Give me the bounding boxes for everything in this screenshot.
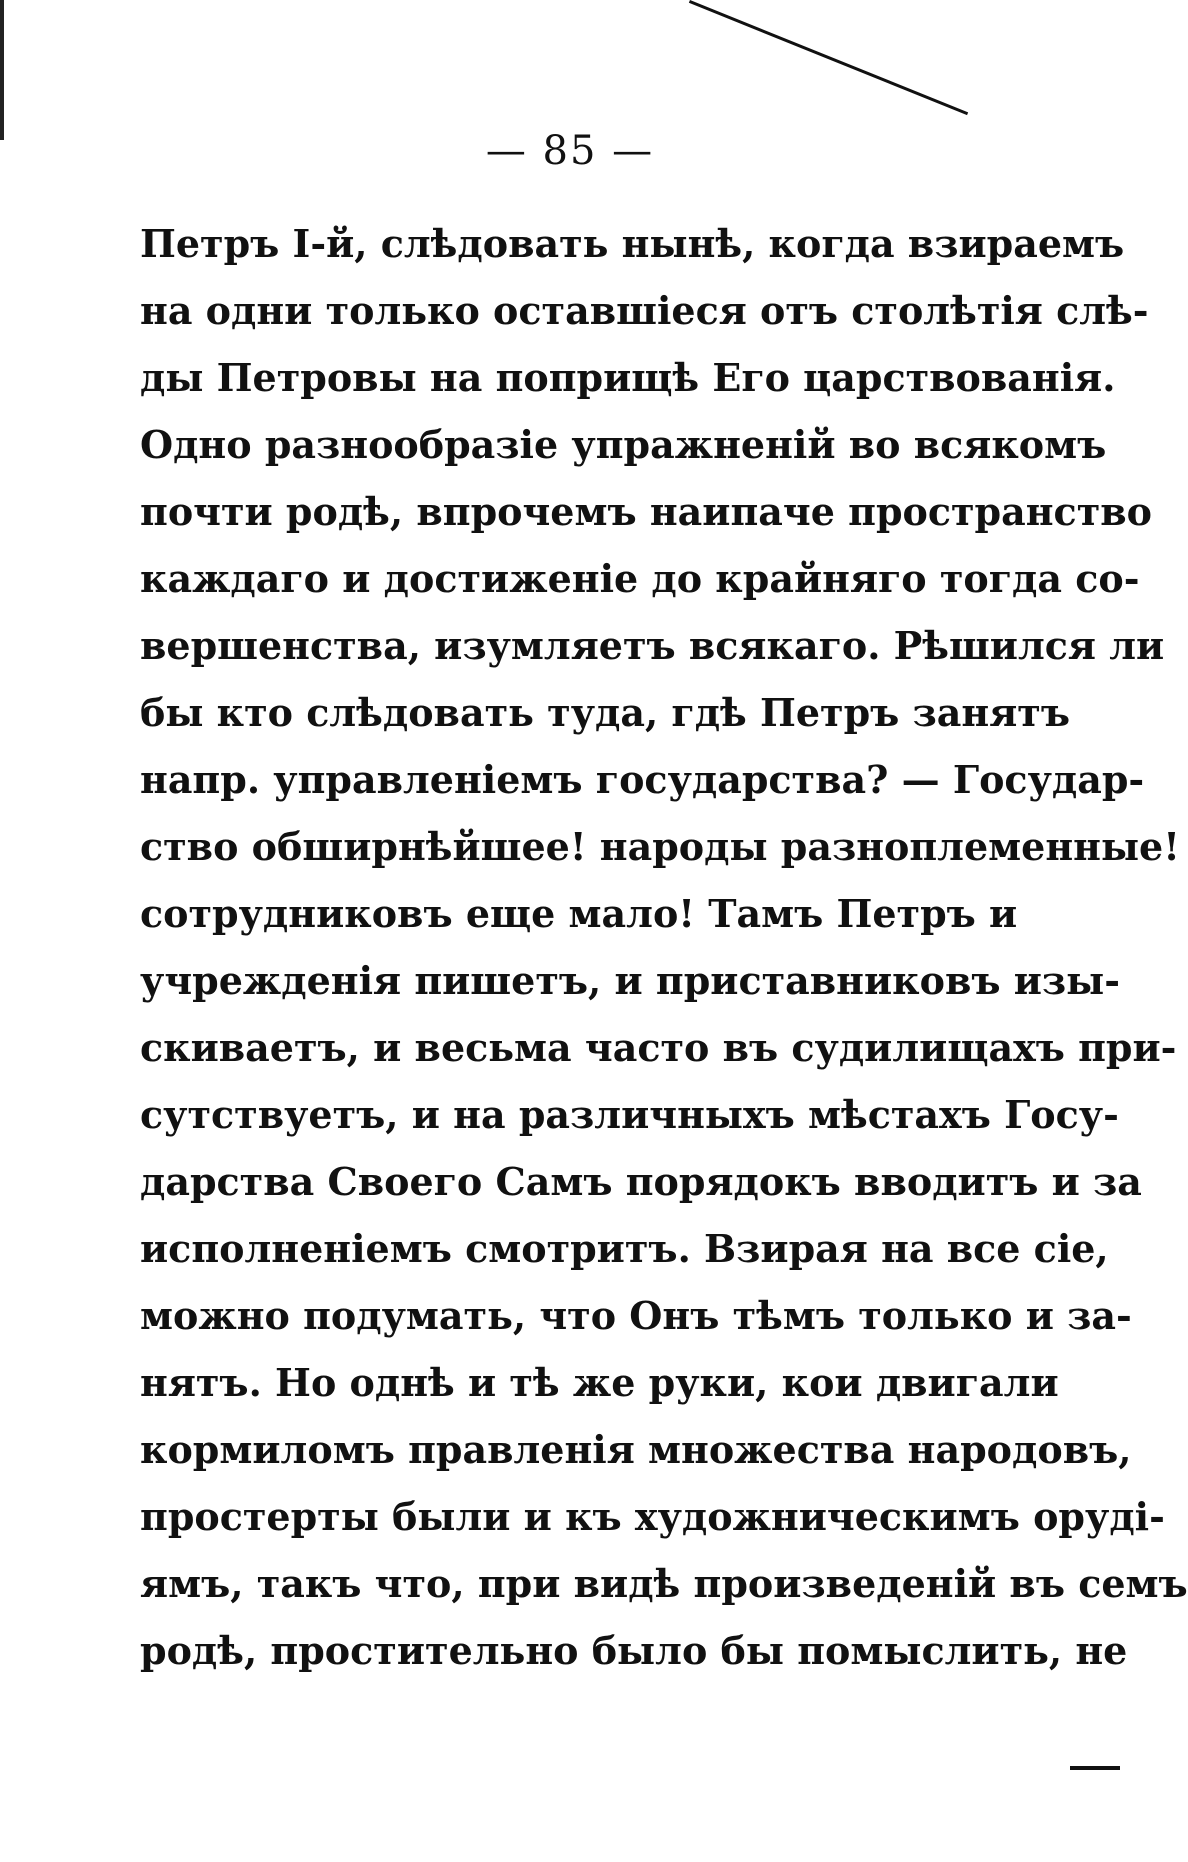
text-line: сутствуетъ, и на различныхъ мѣстахъ Госу- — [140, 1092, 1119, 1137]
text-line: скиваетъ, и весьма часто въ судилищахъ при- — [140, 1025, 1177, 1070]
text-line: ды Петровы на поприщѣ Его царствованія. — [140, 355, 1116, 400]
text-line: родѣ, простительно было бы помыслить, не — [140, 1628, 1128, 1673]
text-line: почти родѣ, впрочемъ наипаче пространство — [140, 489, 1152, 534]
scan-edge-mark — [0, 0, 4, 140]
text-line: простерты были и къ художническимъ орудi- — [140, 1494, 1165, 1539]
text-line: кормиломъ правленія множества народовъ, — [140, 1427, 1132, 1472]
text-line: нятъ. Но однѣ и тѣ же руки, кои двигали — [140, 1360, 1059, 1405]
text-line: исполненіемъ смотритъ. Взирая на все сіе, — [140, 1226, 1109, 1271]
text-line: дарства Своего Самъ порядокъ вводитъ и за — [140, 1159, 1142, 1204]
text-line: сотрудниковъ еще мало! Тамъ Петръ и — [140, 891, 1018, 936]
text-line: ство обширнѣйшее! народы разноплеменные! — [140, 824, 1180, 869]
corner-scan-line — [689, 0, 968, 115]
text-line: каждаго и достиженіе до крайняго тогда со- — [140, 556, 1140, 601]
body-text — [140, 210, 1188, 1684]
text-line: учрежденія пишетъ, и приставниковъ изы- — [140, 958, 1121, 1003]
text-line: бы кто слѣдовать туда, гдѣ Петръ занятъ — [140, 690, 1070, 735]
text-line: можно подумать, что Онъ тѣмъ только и за- — [140, 1293, 1132, 1338]
margin-dash-mark — [1070, 1766, 1120, 1770]
text-line: Одно разнообразіе упражненій во всякомъ — [140, 422, 1107, 467]
text-line: вершенства, изумляетъ всякаго. Рѣшился ли — [140, 623, 1165, 668]
text-line: на одни только оставшіеся отъ столѣтія слѣ- — [140, 288, 1149, 333]
text-line: Петръ I-й, слѣдовать нынѣ, когда взираемъ — [140, 221, 1125, 266]
text-line: напр. управленіемъ государства? — Государ- — [140, 757, 1145, 802]
page-number: — 85 — — [485, 128, 655, 174]
text-line: ямъ, такъ что, при видѣ произведеній въ семъ — [140, 1561, 1188, 1606]
